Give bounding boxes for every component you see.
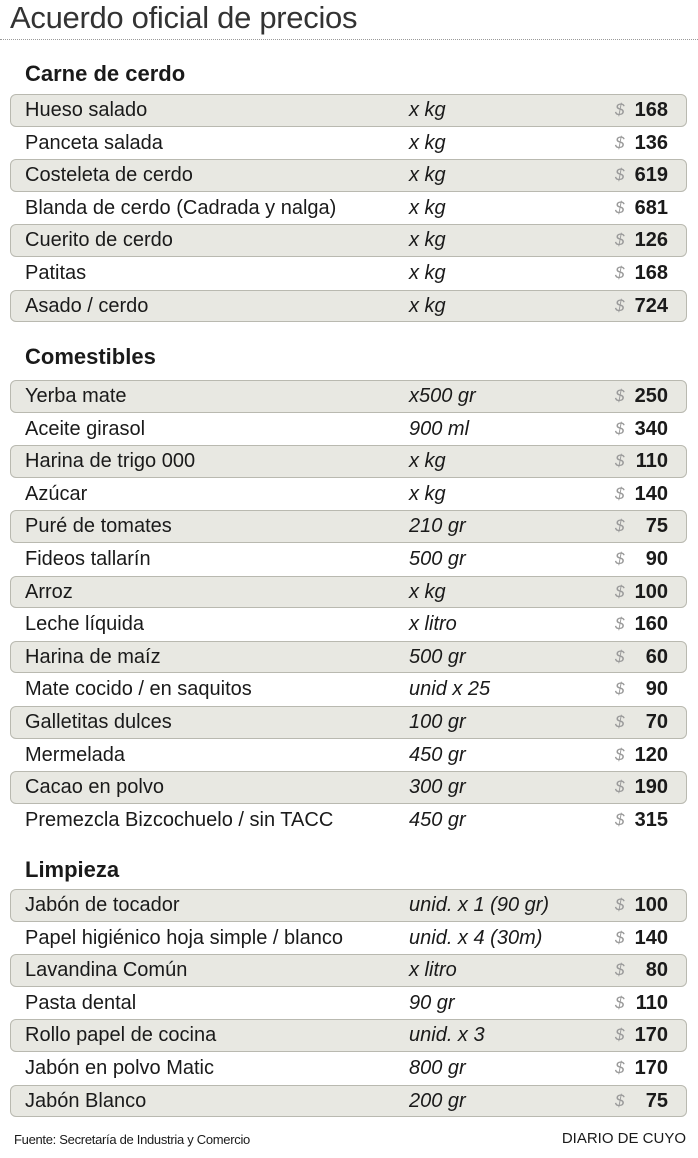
- table-row: [10, 922, 687, 955]
- item-unit: x kg: [409, 164, 446, 187]
- item-price: 100: [634, 894, 668, 916]
- item-price: 100: [634, 580, 668, 603]
- currency-symbol: $: [615, 777, 625, 797]
- item-price: 140: [634, 926, 668, 949]
- table-row: [10, 478, 687, 511]
- section-title-limpieza: Limpieza: [25, 857, 120, 882]
- table-row: [10, 889, 687, 922]
- currency-symbol: $: [615, 744, 625, 764]
- item-unit: x litro: [409, 613, 457, 636]
- item-price: 168: [634, 99, 668, 121]
- item-unit: x kg: [409, 99, 446, 121]
- item-unit: unid. x 3: [409, 1024, 485, 1047]
- table-row: [10, 1052, 687, 1085]
- item-price: 160: [634, 613, 668, 636]
- currency-symbol: $: [615, 1057, 625, 1077]
- item-name: Jabón de tocador: [25, 894, 180, 916]
- currency-symbol: $: [615, 418, 625, 438]
- item-unit: 900 ml: [409, 417, 470, 440]
- item-name: Panceta salada: [25, 131, 163, 154]
- item-price: 681: [634, 196, 668, 219]
- table-row: [10, 739, 687, 772]
- item-name: Yerba mate: [25, 385, 127, 407]
- item-name: Costeleta de cerdo: [25, 164, 193, 187]
- item-price: 724: [634, 294, 668, 317]
- currency-symbol: $: [615, 992, 625, 1012]
- table-row: [10, 954, 687, 987]
- item-name: Fideos tallarín: [25, 547, 151, 570]
- table-carne: [10, 94, 687, 322]
- item-name: Cacao en polvo: [25, 776, 164, 799]
- table-row: [10, 445, 687, 478]
- item-unit: x kg: [409, 196, 446, 219]
- currency-symbol: $: [615, 132, 625, 152]
- currency-symbol: $: [615, 1025, 625, 1045]
- item-name: Galletitas dulces: [25, 710, 172, 733]
- table-row: [10, 290, 687, 323]
- currency-symbol: $: [615, 960, 625, 980]
- item-name: Pasta dental: [25, 991, 137, 1014]
- item-unit: 450 gr: [409, 808, 466, 831]
- item-unit: 800 gr: [409, 1056, 466, 1079]
- item-name: Hueso salado: [25, 99, 148, 121]
- item-name: Papel higiénico hoja simple / blanco: [25, 926, 343, 949]
- item-price: 90: [645, 678, 668, 701]
- item-price: 60: [645, 645, 668, 668]
- item-unit: 100 gr: [409, 710, 466, 733]
- item-price: 70: [645, 710, 668, 733]
- item-name: Mate cocido / en saquitos: [25, 678, 252, 701]
- item-name: Lavandina Común: [25, 959, 188, 982]
- item-price: 75: [645, 1089, 668, 1112]
- item-name: Harina de trigo 000: [25, 450, 196, 473]
- currency-symbol: $: [615, 100, 625, 119]
- item-unit: x kg: [409, 131, 446, 154]
- section-title-comestibles: Comestibles: [25, 344, 156, 369]
- currency-symbol: $: [615, 197, 625, 217]
- item-name: Rollo papel de cocina: [25, 1024, 217, 1047]
- item-name: Azúcar: [25, 482, 88, 505]
- section-title-carne: Carne de cerdo: [25, 61, 186, 86]
- table-row: [10, 804, 687, 837]
- title-divider: [0, 39, 698, 40]
- currency-symbol: $: [615, 711, 625, 731]
- item-unit: x kg: [409, 261, 446, 284]
- item-unit: 90 gr: [409, 991, 455, 1014]
- item-name: Arroz: [25, 580, 73, 603]
- item-name: Asado / cerdo: [25, 294, 149, 317]
- table-limpieza: [10, 889, 687, 1117]
- item-price: 170: [634, 1056, 668, 1079]
- item-unit: x kg: [409, 294, 446, 317]
- item-price: 120: [634, 743, 668, 766]
- item-unit: 200 gr: [409, 1089, 466, 1112]
- currency-symbol: $: [615, 646, 625, 666]
- item-unit: unid. x 1 (90 gr): [409, 894, 550, 916]
- item-name: Harina de maíz: [25, 645, 161, 668]
- item-unit: x kg: [409, 580, 446, 603]
- item-unit: x500 gr: [409, 385, 476, 407]
- item-unit: x kg: [409, 482, 446, 505]
- item-name: Blanda de cerdo (Cadrada y nalga): [25, 196, 337, 219]
- currency-symbol: $: [615, 262, 625, 282]
- table-row: [10, 224, 687, 257]
- currency-symbol: $: [615, 895, 625, 914]
- table-row: [10, 771, 687, 804]
- table-row: [10, 543, 687, 576]
- item-unit: 500 gr: [409, 645, 466, 668]
- table-row: [10, 987, 687, 1020]
- table-row: [10, 1085, 687, 1118]
- item-price: 136: [634, 131, 668, 154]
- item-price: 250: [634, 385, 668, 407]
- currency-symbol: $: [615, 386, 625, 405]
- item-price: 168: [634, 261, 668, 284]
- item-price: 340: [634, 417, 668, 440]
- item-price: 80: [645, 959, 668, 982]
- item-unit: unid. x 4 (30m): [409, 926, 543, 949]
- currency-symbol: $: [615, 548, 625, 568]
- currency-symbol: $: [615, 614, 625, 634]
- item-name: Jabón Blanco: [25, 1089, 147, 1112]
- item-price: 170: [634, 1024, 668, 1047]
- item-unit: 450 gr: [409, 743, 466, 766]
- currency-symbol: $: [615, 1090, 625, 1110]
- item-name: Mermelada: [25, 743, 126, 766]
- table-row: [10, 576, 687, 609]
- item-name: Aceite girasol: [25, 417, 146, 440]
- item-name: Premezcla Bizcochuelo / sin TACC: [25, 808, 334, 831]
- table-row: [10, 413, 687, 446]
- table-comestibles: [10, 380, 687, 836]
- item-price: 126: [634, 229, 668, 252]
- item-price: 140: [634, 482, 668, 505]
- currency-symbol: $: [615, 927, 625, 947]
- table-row: [10, 510, 687, 543]
- source-note: Fuente: Secretaría de Industria y Comercio: [14, 1132, 250, 1147]
- table-row: [10, 608, 687, 641]
- table-row: [10, 159, 687, 192]
- currency-symbol: $: [615, 809, 625, 829]
- table-row: [10, 94, 687, 127]
- item-unit: x kg: [409, 229, 446, 252]
- table-row: [10, 706, 687, 739]
- table-row: [10, 1019, 687, 1052]
- currency-symbol: $: [615, 516, 625, 536]
- table-row: [10, 673, 687, 706]
- item-unit: 300 gr: [409, 776, 466, 799]
- item-price: 110: [635, 450, 668, 473]
- item-price: 619: [634, 164, 668, 187]
- table-row: [10, 380, 687, 413]
- table-row: [10, 641, 687, 674]
- item-name: Cuerito de cerdo: [25, 229, 173, 252]
- item-unit: 500 gr: [409, 547, 466, 570]
- item-unit: unid x 25: [409, 678, 491, 701]
- table-row: [10, 127, 687, 160]
- currency-symbol: $: [615, 483, 625, 503]
- item-price: 90: [645, 547, 668, 570]
- item-price: 75: [645, 515, 668, 538]
- item-name: Jabón en polvo Matic: [25, 1056, 215, 1079]
- table-row: [10, 192, 687, 225]
- currency-symbol: $: [615, 230, 625, 250]
- currency-symbol: $: [615, 581, 625, 601]
- item-unit: x kg: [409, 450, 446, 473]
- currency-symbol: $: [615, 679, 625, 699]
- currency-symbol: $: [615, 451, 625, 471]
- item-name: Patitas: [25, 261, 87, 284]
- item-name: Puré de tomates: [25, 515, 172, 538]
- currency-symbol: $: [615, 165, 625, 185]
- item-name: Leche líquida: [25, 613, 144, 636]
- item-price: 190: [634, 776, 668, 799]
- item-unit: x litro: [409, 959, 457, 982]
- item-price: 110: [635, 991, 668, 1014]
- item-price: 315: [634, 808, 668, 831]
- page-title: Acuerdo oficial de precios: [10, 0, 358, 35]
- brand-logo-text: DIARIO DE CUYO: [561, 1130, 686, 1147]
- item-unit: 210 gr: [409, 515, 466, 538]
- table-row: [10, 257, 687, 290]
- currency-symbol: $: [615, 295, 625, 315]
